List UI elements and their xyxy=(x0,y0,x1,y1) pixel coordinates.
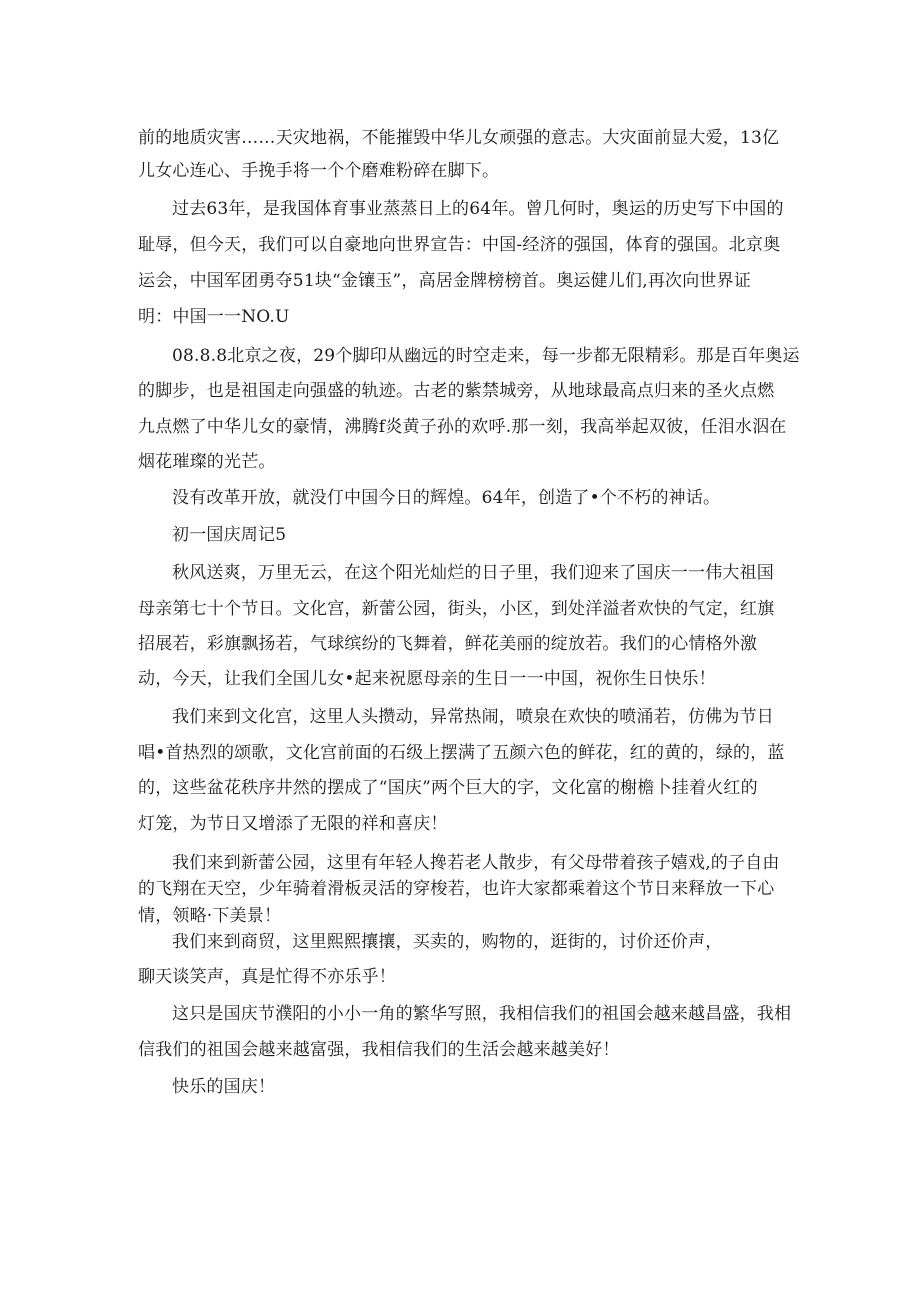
text-line: 信我们的祖国会越来越富强，我相信我们的生活会越来越美好！ xyxy=(138,1040,620,1060)
text-line: 烟花璀璨的光芒。 xyxy=(138,452,276,472)
section-heading: 初一国庆周记5 xyxy=(172,525,287,545)
text-line: 没有改革开放，就没仃中国今日的辉煌。64年，创造了•个不朽的神话。 xyxy=(172,488,721,508)
text-line: 的，这些盆花秩序井然的摆成了“国庆”两个巨大的字，文化富的榭檐卜挂着火红的 xyxy=(138,778,758,798)
text-line: 情，领略·下美景！ xyxy=(138,906,282,926)
text-line: 灯笼，为节日又增添了无限的祥和喜庆！ xyxy=(138,814,448,834)
text-line: 唱•首热烈的颂歌，文化宫前面的石级上摆满了五颜六色的鲜花，红的黄的，绿的，蓝 xyxy=(138,743,785,763)
text-line: 前的地质灾害……天灾地祸，不能摧毁中华儿女顽强的意志。大灾面前显大爱，13亿 xyxy=(138,128,780,148)
text-line: 我们来到商贸，这里熙熙攘攘，买卖的，购物的，逛街的，讨价还价声， xyxy=(172,932,723,952)
text-line: 聊天谈笑声，真是忙得不亦乐乎！ xyxy=(138,967,396,987)
text-line: 明：中国一一NO.U xyxy=(138,307,290,327)
text-line: 过去63年，是我国体育事业蒸蒸日上的64年。曾几何时，奥运的历史写下中国的 xyxy=(172,199,784,219)
text-line: 快乐的国庆！ xyxy=(172,1077,276,1097)
text-line: 母亲第七十个节日。文化宫，新蕾公园，街头，小区，到处洋溢者欢快的气定，红旗 xyxy=(138,599,775,619)
text-line: 动，今天，让我们全国儿女•起来祝愿母亲的生日一一中国，祝你生日快乐！ xyxy=(138,669,716,689)
text-line: 08.8.8北京之夜，29个脚印从幽远的时空走来，每一步都无限精彩。那是百年奥运 xyxy=(172,346,800,366)
text-line: 九点燃了中华儿女的豪情，沸腾f炎黄子孙的欢呼.那一刻，我高举起双彼，任泪水泅在 xyxy=(138,417,787,437)
text-line: 的脚步，也是祖国走向强盛的轨迹。古老的紫禁城旁，从地球最高点归来的圣火点燃 xyxy=(138,381,775,401)
text-line: 我们来到文化宫，这里人头攒动，异常热闹，喷泉在欢快的喷涌若，仿佛为节日 xyxy=(172,707,774,727)
text-line: 耻辱，但今天，我们可以自豪地向世界宣告：中国-经济的强国，体育的强国。北京奥 xyxy=(138,235,781,255)
text-line: 的飞翔在天空，少年骑着滑板灵活的穿梭若，也许大家都乘着这个节日来释放一下心 xyxy=(138,879,775,899)
text-line: 这只是国庆节濮阳的小小一角的繁华写照，我相信我们的祖国会越来越昌盛，我相 xyxy=(172,1004,792,1024)
text-line: 儿女心连心、手挽手将一个个磨难粉碎在脚下。 xyxy=(138,161,500,181)
text-line: 我们来到新蕾公园，这里有年轻人搀若老人散步，有父母带着孩子嬉戏,的子自由 xyxy=(172,853,780,873)
text-line: 招展若，彩旗飘扬若，气球缤纷的飞舞着，鲜花美丽的绽放若。我们的心情格外激 xyxy=(138,634,758,654)
text-line: 运会，中国军团勇夺51块“金镶玉”，高居金牌榜榜首。奥运健儿们,再次向世界证 xyxy=(138,271,752,291)
text-line: 秋风送爽，万里无云，在这个阳光灿烂的日子里，我们迎来了国庆一一伟大祖国 xyxy=(172,563,774,583)
